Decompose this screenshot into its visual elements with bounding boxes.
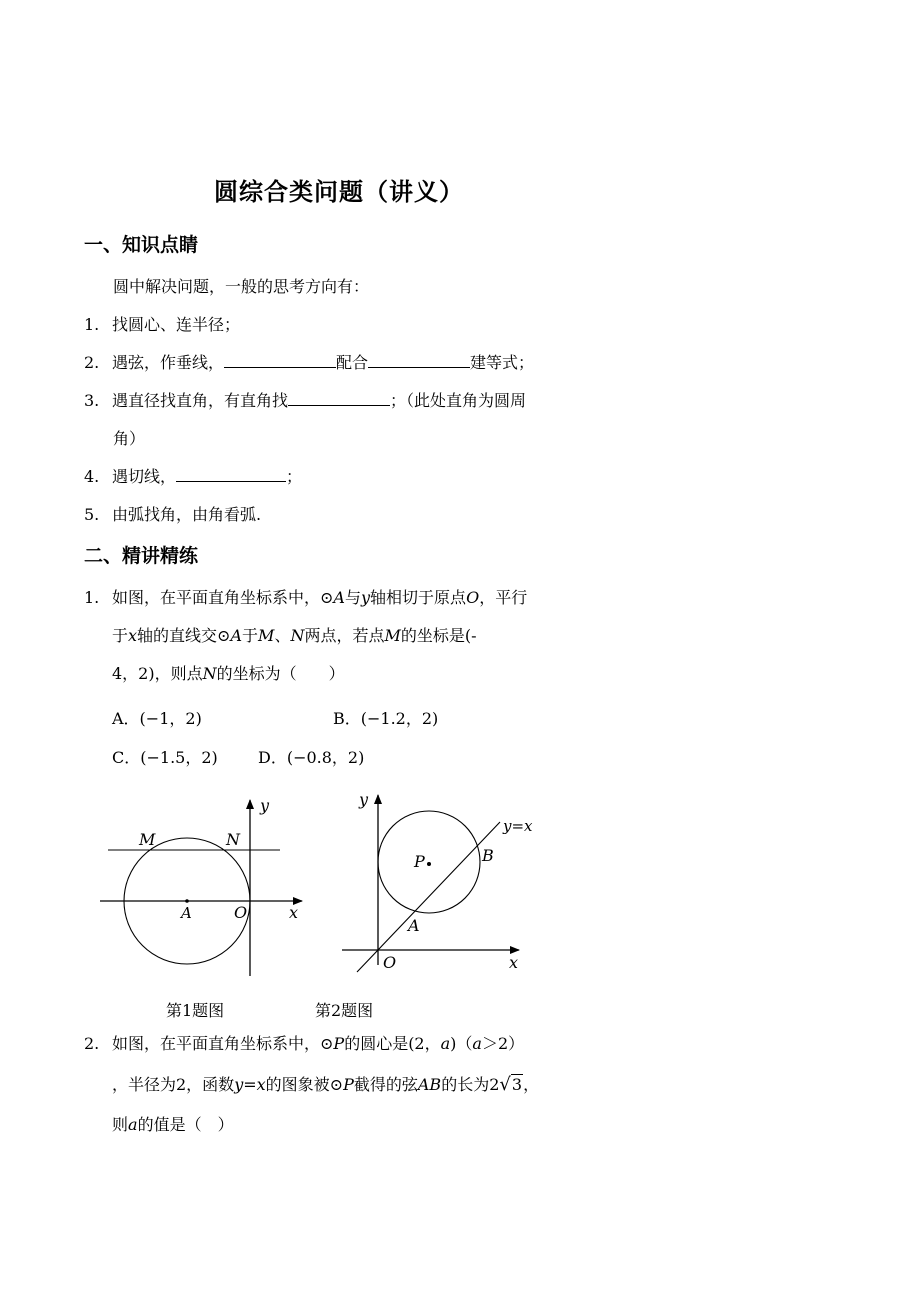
item-text: 配合	[336, 353, 369, 372]
item-number: 4.	[84, 467, 100, 486]
label-x: x	[509, 953, 519, 972]
figure-1	[96, 790, 316, 985]
item-text: ；	[286, 467, 303, 486]
q-text: 如图，在平面直角坐标系中，⊙	[112, 588, 334, 607]
item-text: 由弧找角，由角看弧.	[112, 505, 262, 524]
center-point-p	[427, 862, 431, 866]
q-var: A	[333, 588, 345, 607]
q-text: 如图，在平面直角坐标系中，⊙	[112, 1034, 334, 1053]
question-2-line-2	[112, 1072, 539, 1095]
q-var: N	[202, 664, 217, 683]
option-a[interactable]: A．(−1，2)	[112, 709, 202, 728]
question-number: 2.	[84, 1034, 100, 1053]
q-var: x	[128, 626, 138, 645]
option-d[interactable]: D．(−0.8，2)	[258, 748, 365, 767]
radical-sign-icon: √	[499, 1074, 511, 1095]
question-1-line-3	[112, 661, 345, 684]
q-text: 轴的直线交⊙	[137, 626, 231, 645]
option-c[interactable]: C．(−1.5，2)	[112, 748, 218, 767]
q-var: N	[290, 626, 305, 645]
q-var: x	[256, 1075, 266, 1094]
item-number: 2.	[84, 353, 100, 372]
q-var: a	[440, 1034, 451, 1053]
question-2-line-1	[84, 1031, 524, 1054]
q-text: ，	[523, 1075, 540, 1094]
q-var: A	[230, 626, 243, 645]
sqrt-expression	[489, 1075, 523, 1094]
item-text: ；（此处直角为圆周	[390, 391, 527, 410]
item-text: 建等式；	[470, 353, 535, 372]
q-text: 于	[242, 626, 259, 645]
figure-2	[335, 785, 545, 985]
q-text: 截得的弦	[353, 1075, 418, 1094]
question-1-line-1	[84, 585, 527, 608]
label-n: N	[226, 830, 240, 849]
q-text: 于	[112, 626, 129, 645]
q-text: )（	[450, 1034, 473, 1053]
q-text: ，半径为2，函数	[112, 1075, 235, 1094]
q-var: y	[234, 1075, 244, 1094]
q-text: =	[243, 1075, 257, 1094]
label-x: x	[289, 903, 299, 922]
sqrt-coefficient: 2	[489, 1075, 500, 1094]
q-text: 两点，若点	[304, 626, 385, 645]
intro-text: 圆中解决问题，一般的思考方向有：	[113, 277, 370, 296]
label-m: M	[139, 830, 156, 849]
fill-blank[interactable]	[368, 351, 470, 368]
label-o: O	[234, 903, 248, 922]
label-line: y=x	[503, 817, 533, 835]
page-title: 圆综合类问题（讲义）	[214, 178, 464, 206]
question-1-line-2	[112, 623, 477, 646]
q-var: O	[466, 588, 480, 607]
question-number: 1.	[84, 588, 100, 607]
fill-blank[interactable]	[224, 351, 336, 368]
q-text: 则	[112, 1115, 129, 1134]
item-number: 1.	[84, 315, 100, 334]
fill-blank[interactable]	[288, 389, 390, 406]
q-text: 的圆心是(2，	[344, 1034, 441, 1053]
fill-blank[interactable]	[176, 465, 286, 482]
section-heading-knowledge: 一、知识点睛	[84, 234, 199, 256]
q-text: ，平行	[479, 588, 528, 607]
list-item	[84, 502, 261, 525]
label-a: A	[181, 904, 192, 922]
q-var: M	[384, 626, 401, 645]
list-item	[84, 350, 534, 373]
label-a: A	[408, 916, 420, 935]
item-number: 3.	[84, 391, 100, 410]
q-text: ＞2）	[481, 1034, 525, 1053]
q-var: y	[361, 588, 371, 607]
option-b[interactable]: B．(−1.2，2)	[333, 709, 439, 728]
radicand: 3	[511, 1075, 523, 1094]
q-text: 的坐标为（ ）	[216, 664, 345, 683]
item-text-continued: 角）	[113, 429, 146, 448]
section-heading-practice: 二、精讲精练	[84, 545, 199, 567]
label-b: B	[482, 846, 494, 865]
q-var: AB	[417, 1075, 442, 1094]
center-point-a	[185, 899, 189, 903]
q-var: M	[258, 626, 275, 645]
label-p: P	[414, 852, 425, 871]
q-var: P	[343, 1075, 354, 1094]
figure-1-caption: 第1题图	[166, 1001, 225, 1020]
q-text: 4，2)，则点	[112, 664, 203, 683]
label-o: O	[383, 953, 397, 972]
q-text: 、	[274, 626, 291, 645]
label-y: y	[260, 796, 270, 815]
q-var: a	[128, 1115, 138, 1134]
q-text: 的图象被⊙	[265, 1075, 344, 1094]
item-text: 找圆心、连半径；	[112, 315, 241, 334]
item-text: 遇直径找直角，有直角找	[112, 391, 289, 410]
list-item	[84, 464, 302, 487]
figure-2-caption: 第2题图	[315, 1001, 374, 1020]
q-text: 的值是（ ）	[137, 1115, 234, 1134]
label-y: y	[359, 790, 369, 809]
list-item	[84, 312, 240, 335]
q-var: a	[472, 1034, 482, 1053]
q-text: 轴相切于原点	[370, 588, 467, 607]
item-text: 遇弦，作垂线，	[112, 353, 225, 372]
item-text: 遇切线，	[112, 467, 177, 486]
list-item	[84, 388, 526, 411]
question-2-line-3	[112, 1112, 234, 1135]
q-text: 的长为	[441, 1075, 490, 1094]
q-text: 的坐标是(-	[400, 626, 477, 645]
item-number: 5.	[84, 505, 100, 524]
q-var: P	[333, 1034, 345, 1053]
q-text: 与	[344, 588, 361, 607]
